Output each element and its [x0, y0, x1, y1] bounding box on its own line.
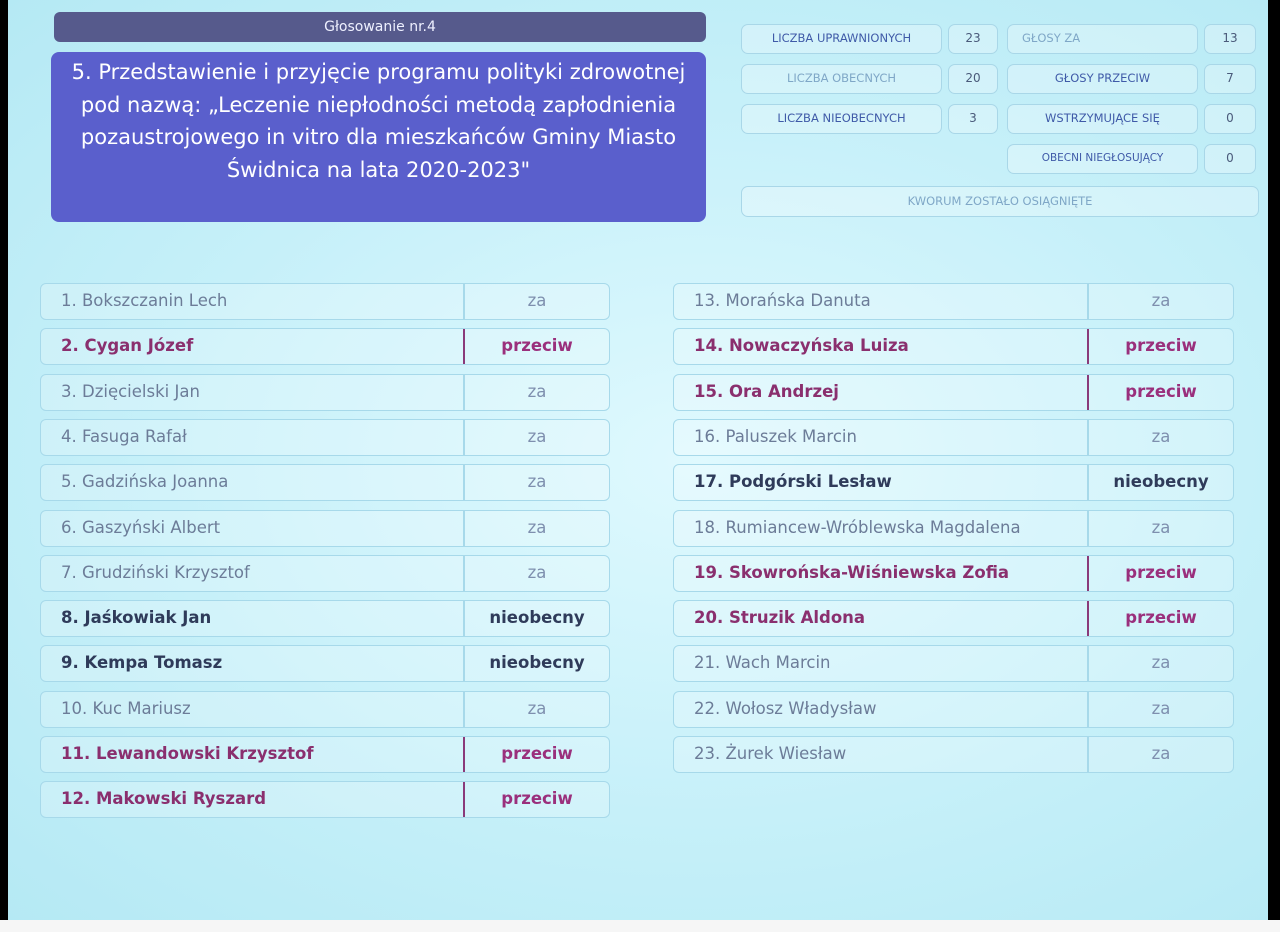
councillor-name: 9. Kempa Tomasz — [61, 653, 223, 673]
councillor-row — [40, 328, 610, 365]
councillor-vote: nieobecny — [463, 601, 609, 636]
councillor-vote: za — [1087, 511, 1233, 546]
councillor-name: 8. Jaśkowiak Jan — [61, 608, 212, 628]
councillor-row — [40, 736, 610, 773]
councillor-name: 5. Gadzińska Joanna — [61, 472, 229, 492]
councillor-row — [673, 419, 1234, 456]
absent-count-label: LICZBA NIEOBECNYCH — [741, 104, 942, 134]
councillor-row — [673, 283, 1234, 320]
councillor-name: 22. Wołosz Władysław — [694, 698, 877, 718]
councillor-vote: nieobecny — [1087, 465, 1233, 500]
councillor-row — [673, 736, 1234, 773]
councillor-vote: za — [1087, 646, 1233, 681]
votes-for-label: GŁOSY ZA — [1007, 24, 1198, 54]
councillor-name: 20. Struzik Aldona — [694, 608, 866, 628]
councillor-row — [40, 645, 610, 682]
councillor-row — [673, 374, 1234, 411]
councillor-name: 7. Grudziński Krzysztof — [61, 562, 250, 582]
councillor-vote: przeciw — [1087, 556, 1233, 591]
councillor-name: 3. Dzięcielski Jan — [61, 381, 200, 401]
councillor-row — [40, 691, 610, 728]
present-count-value: 20 — [948, 64, 998, 94]
councillor-vote: przeciw — [463, 782, 609, 817]
quorum-status: KWORUM ZOSTAŁO OSIĄGNIĘTE — [741, 186, 1259, 217]
absent-count-value: 3 — [948, 104, 998, 134]
present-not-voting-value: 0 — [1204, 144, 1256, 174]
councillor-name: 15. Ora Andrzej — [694, 381, 839, 401]
councillor-vote: przeciw — [1087, 601, 1233, 636]
councillor-name: 19. Skowrońska-Wiśniewska Zofia — [694, 562, 1010, 582]
councillor-name: 11. Lewandowski Krzysztof — [61, 744, 314, 763]
councillor-name: 4. Fasuga Rafał — [61, 426, 187, 446]
votes-against-value: 7 — [1204, 64, 1256, 94]
entitled-count-label: LICZBA UPRAWNIONYCH — [741, 24, 942, 54]
abstain-label: WSTRZYMUJĄCE SIĘ — [1007, 104, 1198, 134]
councillor-row — [673, 645, 1234, 682]
councillor-name: 2. Cygan Józef — [61, 336, 194, 356]
councillor-vote: za — [463, 511, 609, 546]
councillor-vote: przeciw — [1087, 375, 1233, 410]
councillor-row — [673, 691, 1234, 728]
councillor-vote: za — [463, 420, 609, 455]
councillor-row — [40, 510, 610, 547]
councillor-row — [673, 600, 1234, 637]
abstain-value: 0 — [1204, 104, 1256, 134]
councillor-name: 6. Gaszyński Albert — [61, 517, 221, 537]
councillor-row — [673, 555, 1234, 592]
councillor-vote: przeciw — [1087, 329, 1233, 364]
councillor-name: 12. Makowski Ryszard — [61, 789, 267, 809]
councillor-name: 10. Kuc Mariusz — [61, 698, 191, 718]
councillor-row — [40, 464, 610, 501]
councillor-vote: za — [1087, 737, 1233, 772]
councillor-vote: za — [1087, 284, 1233, 319]
councillor-vote: przeciw — [463, 737, 609, 772]
councillor-row — [673, 464, 1234, 501]
entitled-count-value: 23 — [948, 24, 998, 54]
councillor-vote: za — [1087, 692, 1233, 727]
councillor-row — [673, 328, 1234, 365]
councillor-row — [40, 374, 610, 411]
councillor-vote: za — [463, 284, 609, 319]
councillor-vote: za — [463, 556, 609, 591]
councillor-vote: nieobecny — [463, 646, 609, 681]
councillor-name: 14. Nowaczyńska Luiza — [694, 336, 909, 356]
councillor-vote: za — [463, 692, 609, 727]
present-count-label: LICZBA OBECNYCH — [741, 64, 942, 94]
vote-number-banner: Głosowanie nr.4 — [54, 12, 706, 42]
councillor-row — [40, 600, 610, 637]
councillor-row — [40, 555, 610, 592]
councillor-name: 17. Podgórski Lesław — [694, 472, 892, 492]
councillor-name: 13. Morańska Danuta — [694, 291, 871, 310]
councillor-row — [40, 283, 610, 320]
councillor-name: 23. Żurek Wiesław — [694, 744, 847, 763]
voting-display — [8, 0, 1268, 920]
councillor-vote: za — [463, 375, 609, 410]
present-not-voting-label: OBECNI NIEGŁOSUJĄCY — [1007, 144, 1198, 174]
councillor-row — [40, 781, 610, 818]
councillor-name: 1. Bokszczanin Lech — [61, 291, 228, 310]
votes-for-value: 13 — [1204, 24, 1256, 54]
councillor-row — [673, 510, 1234, 547]
councillor-row — [40, 419, 610, 456]
councillor-name: 18. Rumiancew-Wróblewska Magdalena — [694, 517, 1021, 537]
motion-title: 5. Przedstawienie i przyjęcie programu polityki zdrowotnej pod nazwą: „Leczenie niepłodności metodą zapłodnienia pozaustrojowego in vitro dla mieszkańców Gminy Miasto Świdnica na lata 2020-2023" — [51, 52, 706, 222]
councillor-name: 16. Paluszek Marcin — [694, 426, 857, 446]
councillor-vote: za — [1087, 420, 1233, 455]
screen-bottom-edge — [0, 920, 1280, 932]
votes-against-label: GŁOSY PRZECIW — [1007, 64, 1198, 94]
councillor-vote: za — [463, 465, 609, 500]
councillor-name: 21. Wach Marcin — [694, 653, 831, 673]
councillor-vote: przeciw — [463, 329, 609, 364]
